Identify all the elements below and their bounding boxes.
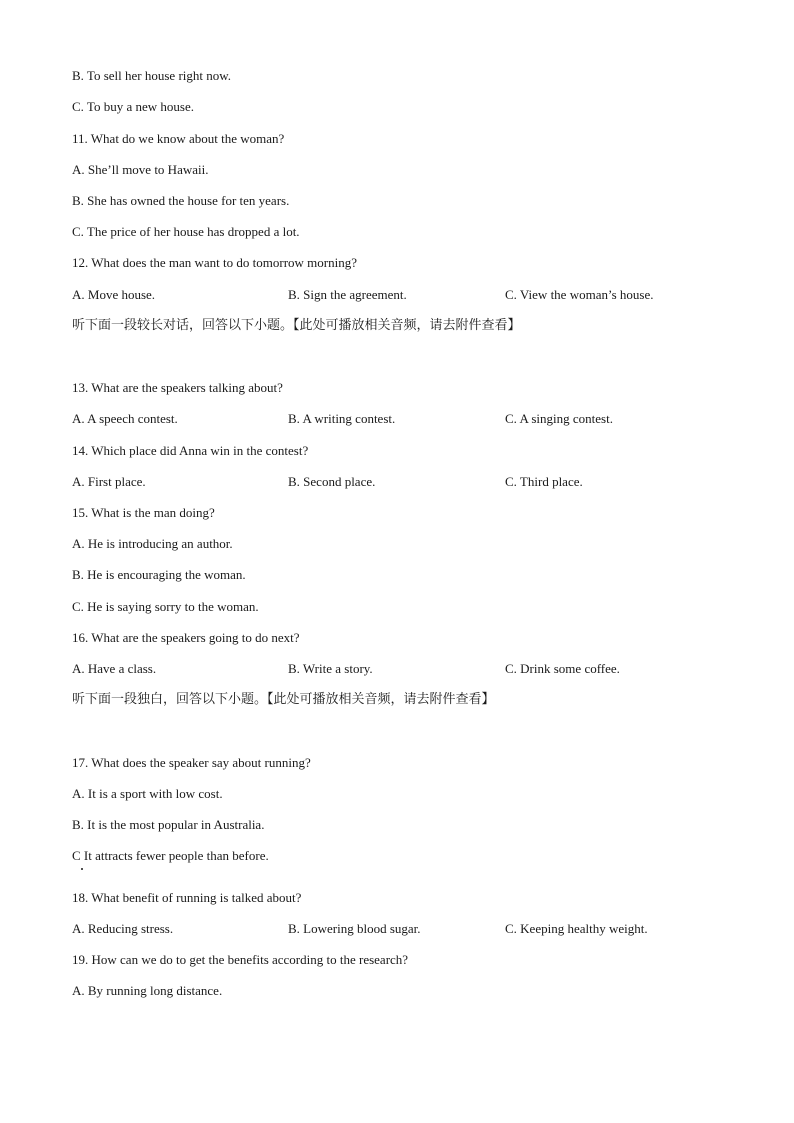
option-13c: C. A singing contest. — [505, 411, 613, 426]
question-15: 15. What is the man doing? — [72, 505, 215, 520]
option-18b: B. Lowering blood sugar. — [288, 921, 421, 936]
option-10b: B. To sell her house right now. — [72, 68, 232, 83]
option-19a: A. By running long distance. — [72, 983, 223, 998]
option-12a: A. Move house. — [72, 287, 156, 302]
option-11a: A. She’ll move to Hawaii. — [72, 162, 209, 177]
question-14: 14. Which place did Anna win in the contest? — [72, 443, 309, 458]
option-12b: B. Sign the agreement. — [288, 287, 407, 302]
option-14a: A. First place. — [72, 474, 146, 489]
option-13a: A. A speech contest. — [72, 411, 178, 426]
question-18: 18. What benefit of running is talked about? — [72, 890, 302, 905]
option-17a: A. It is a sport with low cost. — [72, 786, 223, 801]
option-12c: C. View the woman’s house. — [505, 287, 654, 302]
section-instruction-monologue: 听下面一段独白，回答以下小题。【此处可播放相关音频，请去附件查看】 — [72, 692, 495, 707]
option-16a: A. Have a class. — [72, 661, 157, 676]
option-10c: C. To buy a new house. — [72, 99, 194, 114]
option-14c: C. Third place. — [505, 474, 583, 489]
option-17b: B. It is the most popular in Australia. — [72, 817, 265, 832]
option-15b: B. He is encouraging the woman. — [72, 567, 246, 582]
option-15a: A. He is introducing an author. — [72, 536, 233, 551]
question-16: 16. What are the speakers going to do next? — [72, 630, 300, 645]
option-18c: C. Keeping healthy weight. — [505, 921, 648, 936]
question-17: 17. What does the speaker say about running? — [72, 755, 311, 770]
option-18a: A. Reducing stress. — [72, 921, 174, 936]
question-12: 12. What does the man want to do tomorrow morning? — [72, 255, 357, 270]
option-14b: B. Second place. — [288, 474, 376, 489]
option-13b: B. A writing contest. — [288, 411, 396, 426]
question-11: 11. What do we know about the woman? — [72, 131, 285, 146]
option-11c: C. The price of her house has dropped a lot. — [72, 224, 300, 239]
stray-dot-mark — [81, 868, 83, 870]
option-11b: B. She has owned the house for ten years. — [72, 193, 290, 208]
section-instruction-dialogue: 听下面一段较长对话，回答以下小题。【此处可播放相关音频，请去附件查看】 — [72, 318, 521, 333]
option-16b: B. Write a story. — [288, 661, 373, 676]
option-15c: C. He is saying sorry to the woman. — [72, 599, 259, 614]
option-16c: C. Drink some coffee. — [505, 661, 620, 676]
option-17c: C It attracts fewer people than before. — [72, 848, 269, 863]
question-13: 13. What are the speakers talking about? — [72, 380, 283, 395]
question-19: 19. How can we do to get the benefits according to the research? — [72, 952, 409, 967]
